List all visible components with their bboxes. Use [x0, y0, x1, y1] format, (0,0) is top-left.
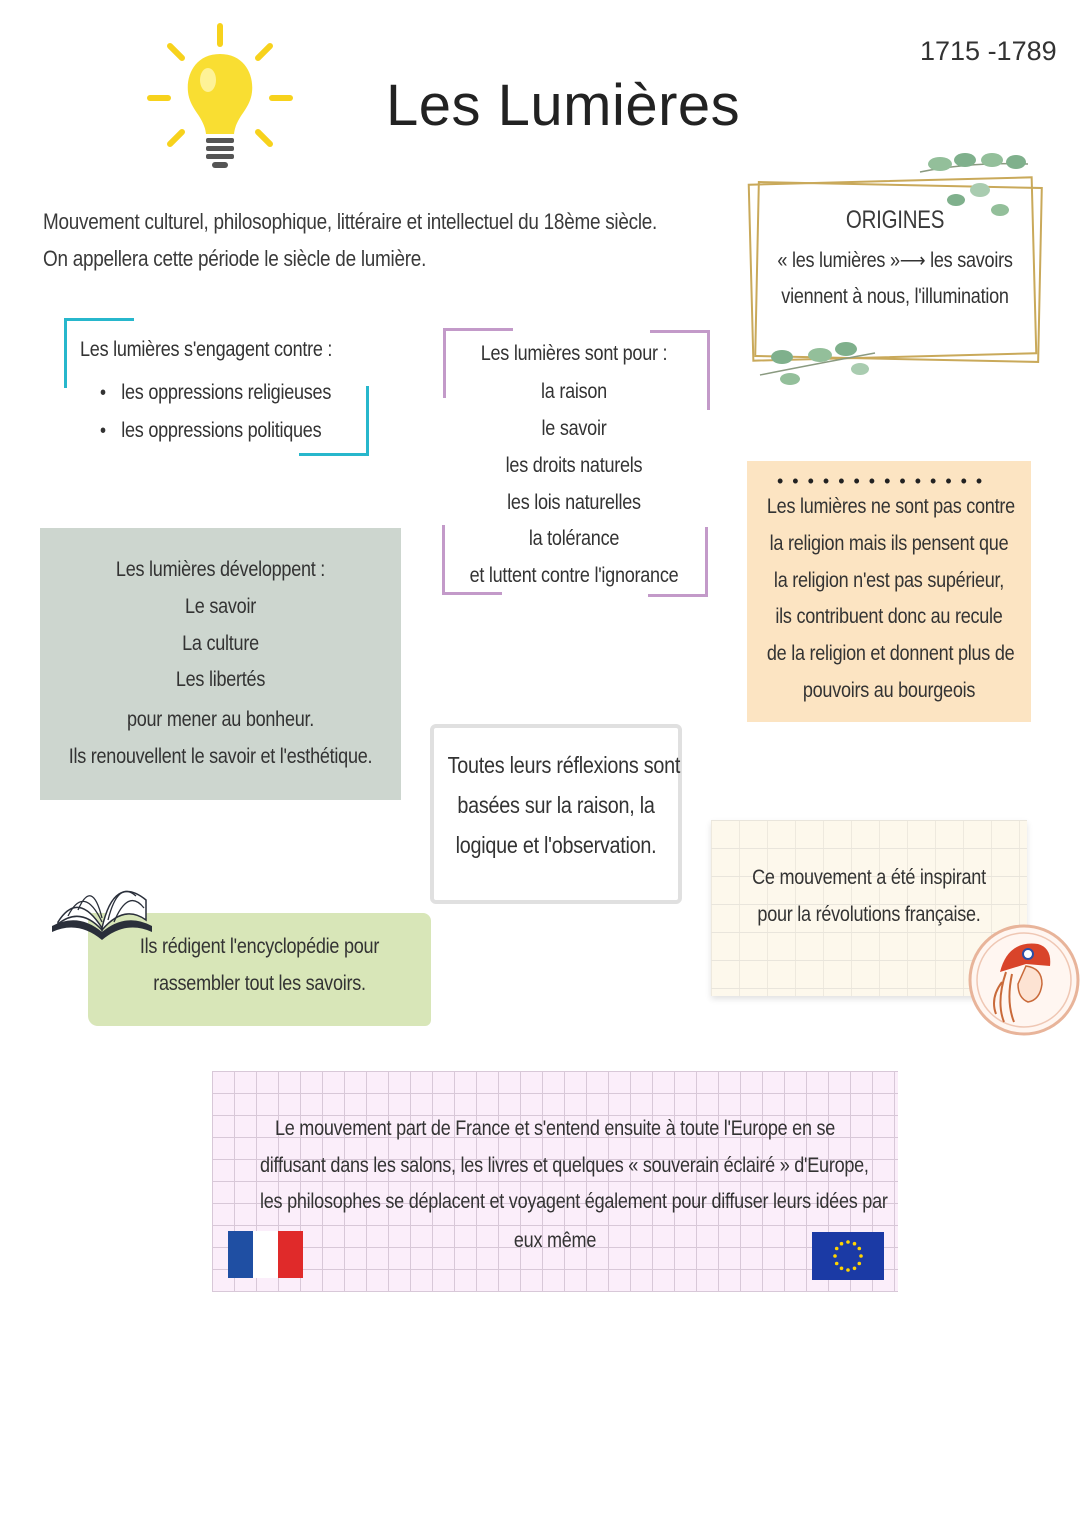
- pour-line: la raison: [541, 380, 607, 403]
- developpent-box: [40, 528, 401, 800]
- religion-line: ils contribuent donc au recule: [775, 605, 1003, 628]
- list-item: • les oppressions politiques: [100, 412, 331, 450]
- religion-line: la religion mais ils pensent que: [769, 532, 1009, 555]
- dot-border: ••••••••••••••: [777, 471, 992, 491]
- revolution-line: Ce mouvement a été inspirant: [752, 866, 986, 889]
- origines-line: viennent à nous, l'illumination: [781, 285, 1009, 308]
- pour-box: [438, 325, 710, 597]
- europe-line: eux même: [513, 1229, 597, 1252]
- marianne-stamp-icon: [966, 922, 1080, 1040]
- revolution-line: pour la révolutions française.: [757, 903, 981, 926]
- europe-box: [212, 1071, 898, 1292]
- intro-line: Mouvement culturel, philosophique, littéraire et intellectuel du 18ème siècle.: [43, 209, 658, 234]
- intro-line: On appellera cette période le siècle de lumière.: [43, 246, 427, 271]
- religion-box: [747, 461, 1031, 722]
- intro-text: [43, 203, 697, 277]
- date-range: 1715 -1789: [920, 36, 1057, 66]
- pour-line: et luttent contre l'ignorance: [469, 564, 679, 587]
- developpent-line: Les lumières développent :: [115, 558, 326, 581]
- religion-line: pouvoirs au bourgeois: [802, 679, 976, 702]
- open-book-icon: [48, 870, 156, 942]
- eu-flag-icon: [812, 1232, 884, 1280]
- contre-box: [64, 318, 369, 456]
- reflexions-line: basées sur la raison, la: [457, 792, 655, 818]
- encyclopedie-line: Ils rédigent l'encyclopédie pour: [139, 935, 380, 958]
- origines-line: « les lumières »⟶ les savoirs: [777, 249, 1013, 272]
- europe-line: Le mouvement part de France et s'entend ensuite à toute l'Europe en se: [274, 1117, 836, 1140]
- pour-line: les droits naturels: [505, 454, 643, 477]
- contre-list: [100, 374, 369, 450]
- developpent-line: pour mener au bonheur.: [126, 708, 315, 731]
- developpent-line: Le savoir: [185, 595, 256, 618]
- reflexions-line: logique et l'observation.: [455, 832, 657, 858]
- pour-line: le savoir: [541, 417, 607, 440]
- origines-title: ORIGINES: [845, 206, 945, 234]
- pour-line: Les lumières sont pour :: [480, 342, 668, 365]
- reflexions-box: [430, 724, 682, 904]
- french-flag-icon: [228, 1231, 303, 1278]
- page-title: Les Lumières: [386, 73, 741, 138]
- europe-line: diffusant dans les salons, les livres et quelques « souverain éclairé » d'Europe,: [260, 1154, 869, 1177]
- list-item: • les oppressions religieuses: [100, 374, 331, 412]
- religion-line: Les lumières ne sont pas contre: [766, 495, 1015, 518]
- encyclopedie-line: rassembler tout les savoirs.: [153, 972, 366, 995]
- reflexions-line: Toutes leurs réflexions sont: [447, 752, 681, 778]
- developpent-line: Ils renouvellent le savoir et l'esthétique.: [68, 745, 373, 768]
- europe-line: les philosophes se déplacent et voyagent également pour diffuser leurs idées par: [260, 1190, 888, 1213]
- eucalyptus-leaves-icon: [920, 152, 1030, 222]
- religion-line: la religion n'est pas supérieur,: [773, 569, 1005, 592]
- contre-label: Les lumières s'engagent contre :: [80, 338, 333, 361]
- pour-line: les lois naturelles: [507, 491, 641, 514]
- developpent-line: La culture: [182, 632, 259, 655]
- lightbulb-icon: [140, 20, 300, 180]
- religion-line: de la religion et donnent plus de: [766, 642, 1015, 665]
- eucalyptus-leaves-icon: [760, 335, 880, 390]
- pour-line: la tolérance: [528, 527, 620, 550]
- developpent-line: Les libertés: [175, 668, 266, 691]
